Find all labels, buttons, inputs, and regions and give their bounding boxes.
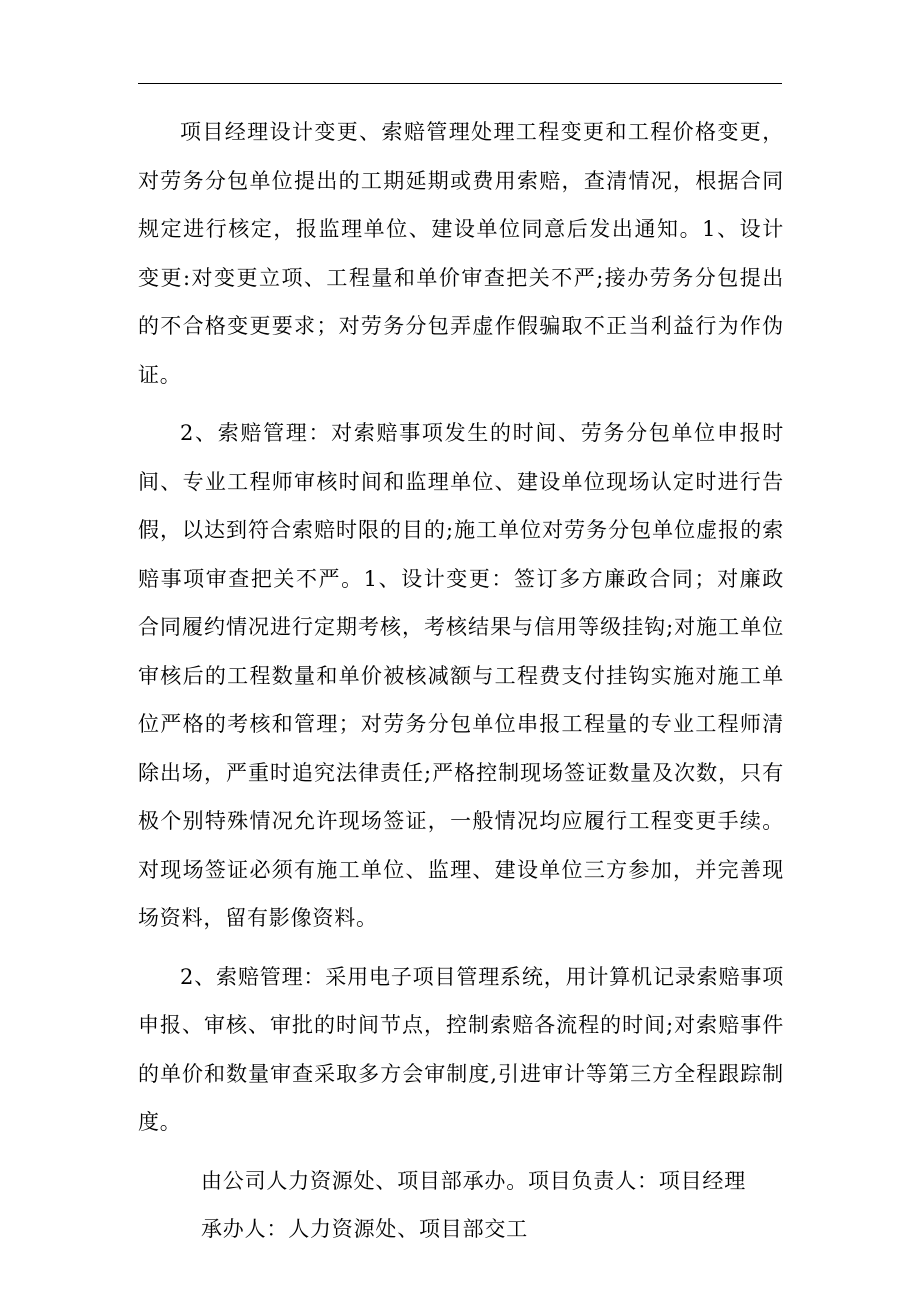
- organizer-line: 由公司人力资源处、项目部承办。项目负责人：项目经理: [201, 1168, 746, 1193]
- document-body: [138, 108, 784, 1254]
- handler-line: 承办人：人力资源处、项目部交工: [201, 1217, 528, 1241]
- paragraph-claims-management-system: 2、索赔管理：采用电子项目管理系统，用计算机记录索赔事项申报、审核、审批的时间节点，控制索赔各流程的时间;对索赔事件的单价和数量审查采取多方会审制度,引进审计等第三方全程跟踪制度。: [138, 964, 784, 1134]
- paragraph-claims-management-measures: 2、索赔管理：对索赔事项发生的时间、劳务分包单位申报时间、专业工程师审核时间和监理单位、建设单位现场认定时进行告假，以达到符合索赔时限的目的;施工单位对劳务分包单位虚报的索赔事项审查把关不严。1、设计变更：签订多方廉政合同；对廉政合同履约情况进行定期考核，考核结果与信用等级挂钩;对施工单位审核后的工程数量和单价被核减额与工程费支付挂钩实施对施工单位严格的考核和管理；对劳务分包单位串报工程量的专业工程师清除出场，严重时追究法律责任;严格控制现场签证数量及次数，只有极个别特殊情况允许现场签证，一般情况均应履行工程变更手续。对现场签证必须有施工单位、监理、建设单位三方参加，并完善现场资料，留有影像资料。: [138, 421, 784, 930]
- header-divider: [138, 83, 782, 84]
- paragraph-design-change-claims: 项目经理设计变更、索赔管理处理工程变更和工程价格变更，对劳务分包单位提出的工期延期或费用索赔，查清情况，根据合同规定进行核定，报监理单位、建设单位同意后发出通知。1、设计变更:对变更立项、工程量和单价审查把关不严;接办劳务分包提出的不合格变更要求；对劳务分包弄虚作假骗取不正当利益行为作伪证。: [138, 120, 784, 387]
